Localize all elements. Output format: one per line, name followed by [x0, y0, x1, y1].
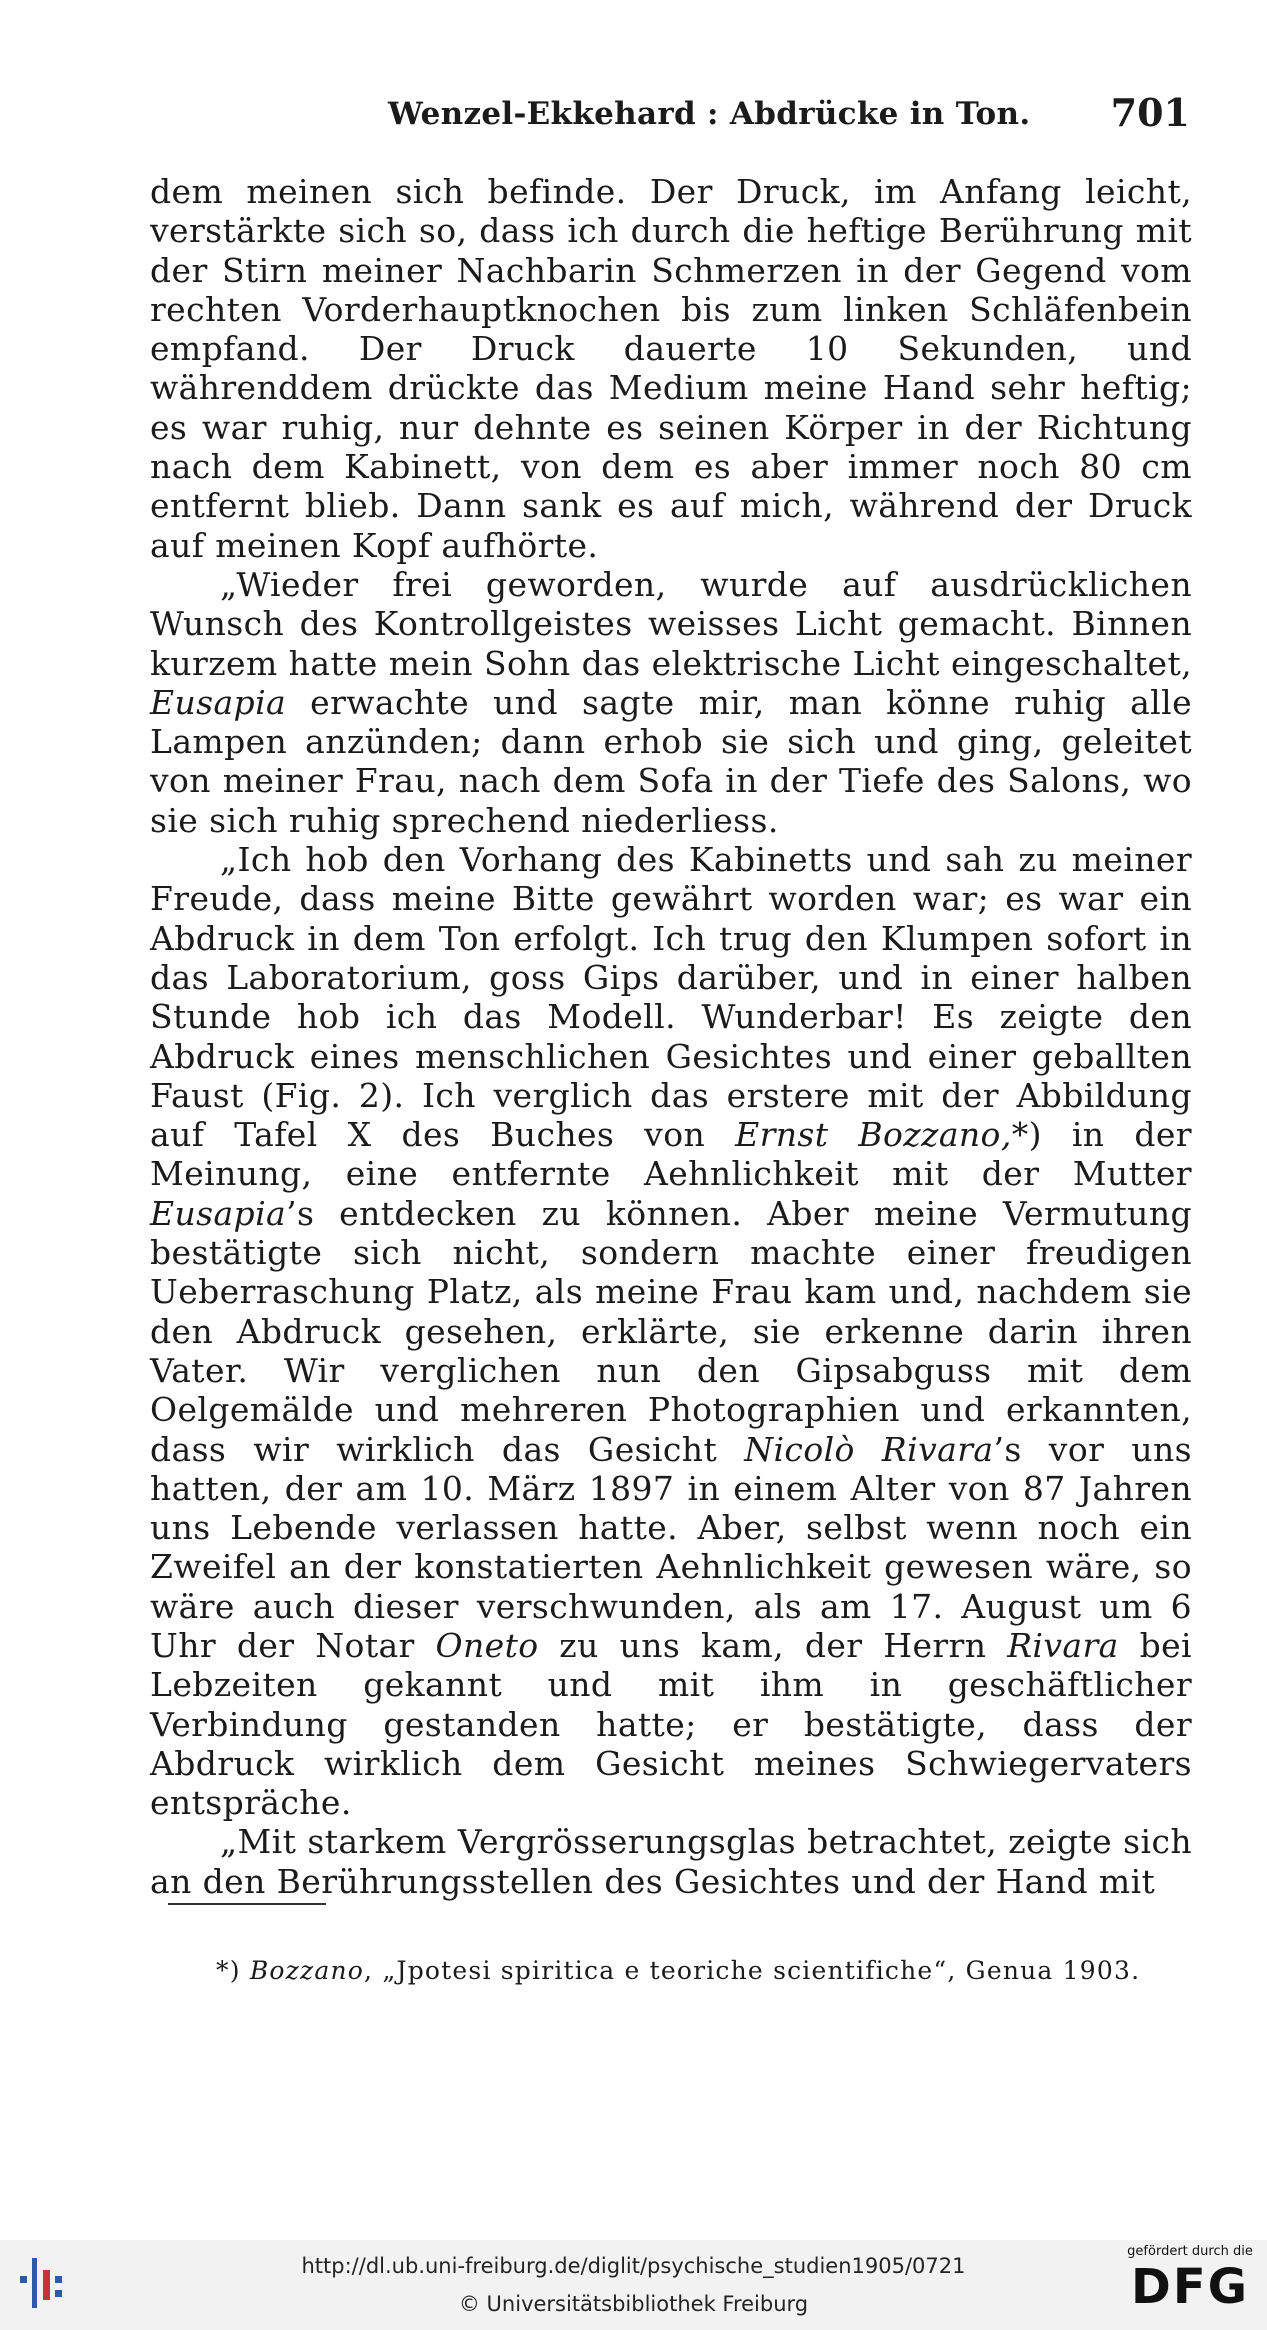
text-run: zu uns kam, der Herrn [538, 1625, 1008, 1665]
dfg-logo-icon [1120, 2244, 1260, 2328]
italic-name: Rivara [1007, 1625, 1119, 1665]
italic-name: Eusapia [150, 682, 287, 722]
footnote-run: , „Jpotesi spiritica e teoriche scientifiche“, Genua 1903. [364, 1956, 1141, 1985]
text-run: „Ich hob den Vorhang des Kabinetts und sah zu meiner Freude, dass meine Bitte gewährt worden war; es war ein Abdruck in dem Ton erfolgt. Ich trug den Klumpen sofort in das Laboratorium, goss Gips darüber, und in einer halben Stunde hob ich das Modell. Wunderbar! Es zeigte den Abdruck eines menschlichen Gesichtes und einer geballten Faust (Fig. 2). Ich verglich das erstere mit der Abbildung auf Tafel X des Buches von [150, 840, 1192, 1155]
italic-name: Bozzano [249, 1956, 365, 1985]
page-header [150, 90, 1190, 140]
body-paragraph [150, 565, 1192, 840]
text-run: *) in der Meinung, eine entfernte Aehnlichkeit mit der Mutter [150, 1115, 1192, 1194]
footer-bar [0, 2240, 1267, 2330]
text-run: erwachte und sagte mir, man könne ruhig alle Lampen anzünden; dann erhob sie sich und ging, geleitet von meiner Frau, nach dem Sofa in der Tiefe des Salons, wo sie sich ruhig sprechend niederliess. [150, 682, 1192, 840]
body-paragraph [150, 1822, 1192, 1901]
running-head: Wenzel-Ekkehard : Abdrücke in Ton. [388, 96, 1031, 132]
body-paragraph [150, 172, 1192, 565]
italic-name: Oneto [435, 1625, 539, 1665]
copyright-notice: © Universitätsbibliothek Freiburg [458, 2292, 809, 2316]
text-run: dem meinen sich befinde. Der Druck, im Anfang leicht, verstärkte sich so, dass ich durch die heftige Berührung mit der Stirn meiner Nachbarin Schmerzen in der Gegend vom rechten Vorderhauptknochen bis zum linken Schläfenbein empfand. Der Druck dauerte 10 Sekunden, und währenddem drückte das Medium meine Hand sehr heftig; es war ruhig, nur dehnte es seinen Körper in der Richtung nach dem Kabinett, von dem es aber immer noch 80 cm entfernt blieb. Dann sank es auf mich, während der Druck auf meinen Kopf aufhörte. [150, 172, 1192, 565]
sponsor-caption: gefördert durch die [1127, 2244, 1253, 2259]
text-run: bei Lebzeiten gekannt und mit ihm in geschäftlicher Verbindung gestanden hatte; er bestätigte, dass der Abdruck wirklich dem Gesicht meines Schwiegervaters entspräche. [150, 1625, 1192, 1823]
body-paragraph [150, 840, 1192, 1822]
text-run: ’s vor uns hatten, der am 10. März 1897 in einem Alter von 87 Jahren uns Lebende verlassen hatte. Aber, selbst wenn noch ein Zweifel an der konstatierten Aehnlichkeit gewesen wäre, so wäre auch dieser verschwunden, als am 17. August um 6 Uhr der Notar [150, 1429, 1192, 1665]
italic-name: Nicolò Rivara [744, 1429, 994, 1469]
text-run: „Wieder frei geworden, wurde auf ausdrücklichen Wunsch des Kontrollgeistes weisses Licht gemacht. Binnen kurzem hatte mein Sohn das elektrische Licht eingeschaltet, [150, 564, 1192, 683]
italic-name: Ernst Bozzano, [735, 1115, 1012, 1155]
footnote [143, 1952, 1183, 1990]
sponsor-logo-text: DFG [1130, 2259, 1250, 2315]
footnote-separator [168, 1903, 326, 1905]
page-number: 701 [1110, 90, 1190, 135]
footnote-run: *) [216, 1956, 250, 1985]
body-text [150, 172, 1192, 1901]
italic-name: Eusapia [150, 1193, 287, 1233]
source-url-link[interactable]: http://dl.ub.uni-freiburg.de/diglit/psychische_studien1905/0721 [301, 2254, 966, 2278]
text-run: „Mit starkem Vergrösserungsglas betrachtet, zeigte sich an den Berührungsstellen des Gesichtes und der Hand mit [150, 1822, 1192, 1901]
text-run: ’s entdecken zu können. Aber meine Vermutung bestätigte sich nicht, sondern machte einer freudigen Ueberraschung Platz, als meine Frau kam und, nachdem sie den Abdruck gesehen, erklärte, sie erkenne darin ihren Vater. Wir verglichen nun den Gipsabguss mit dem Oelgemälde und mehreren Photographien und erkannten, dass wir wirklich das Gesicht [150, 1193, 1192, 1469]
